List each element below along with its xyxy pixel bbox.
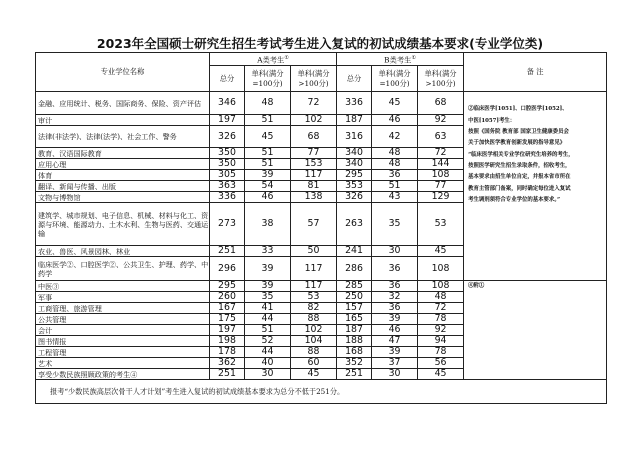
major-name-cell: 农业、兽医、风景园林、林业 bbox=[36, 246, 210, 257]
b-score-cell: 108 bbox=[418, 281, 464, 292]
b-score-cell: 32 bbox=[372, 292, 418, 303]
remarks-line: 按照医学研究生招生录取条件，招收考生， bbox=[468, 162, 571, 169]
a-score-cell: 88 bbox=[291, 314, 337, 325]
a-score-cell: 197 bbox=[210, 115, 245, 126]
b-score-cell: 165 bbox=[337, 314, 372, 325]
b-score-cell: 286 bbox=[337, 257, 372, 281]
major-name-cell: 金融、应用统计、税务、国际商务、保险、资产评估 bbox=[36, 92, 210, 115]
major-name-cell: 工程管理 bbox=[36, 347, 210, 358]
a-score-cell: 363 bbox=[210, 181, 245, 192]
b-score-cell: 295 bbox=[337, 170, 372, 181]
remarks-line: 关于加快医学教育创新发展的指导意见》 bbox=[468, 140, 566, 147]
b-score-cell: 47 bbox=[372, 336, 418, 347]
a-score-cell: 81 bbox=[291, 181, 337, 192]
a-score-cell: 167 bbox=[210, 303, 245, 314]
remarks-line: 教育主管部门备案，同时确定每位进入复试 bbox=[468, 185, 571, 192]
a-score-cell: 336 bbox=[210, 192, 245, 203]
b-score-cell: 30 bbox=[372, 369, 418, 380]
b-score-cell: 241 bbox=[337, 246, 372, 257]
b-score-cell: 56 bbox=[418, 358, 464, 369]
b-score-cell: 251 bbox=[337, 369, 372, 380]
b-score-cell: 36 bbox=[372, 281, 418, 292]
a-score-cell: 197 bbox=[210, 325, 245, 336]
major-name-cell: 体育 bbox=[36, 170, 210, 181]
major-name-cell: 会计 bbox=[36, 325, 210, 336]
b-score-cell: 78 bbox=[418, 314, 464, 325]
a-score-cell: 38 bbox=[245, 203, 291, 246]
major-name-cell: 艺术 bbox=[36, 358, 210, 369]
a-score-cell: 102 bbox=[291, 325, 337, 336]
a-score-cell: 102 bbox=[291, 115, 337, 126]
b-score-cell: 45 bbox=[418, 246, 464, 257]
b-score-cell: 37 bbox=[372, 358, 418, 369]
major-name-cell: 审计 bbox=[36, 115, 210, 126]
b-score-cell: 39 bbox=[372, 347, 418, 358]
a-score-cell: 350 bbox=[210, 148, 245, 159]
remarks-line: 按照《国务院 教育部 国家卫生健康委员会 bbox=[468, 129, 569, 136]
table-row bbox=[36, 281, 607, 292]
a-score-cell: 44 bbox=[245, 314, 291, 325]
major-name-cell: 临床医学②、口腔医学②、公共卫生、护理、药学、中药学 bbox=[36, 257, 210, 281]
b-score-cell: 63 bbox=[418, 126, 464, 148]
major-name-cell: 图书情报 bbox=[36, 336, 210, 347]
score-table bbox=[35, 52, 607, 404]
a-score-cell: 178 bbox=[210, 347, 245, 358]
a-score-cell: 295 bbox=[210, 281, 245, 292]
a-score-cell: 350 bbox=[210, 159, 245, 170]
b-score-cell: 35 bbox=[372, 203, 418, 246]
a-score-cell: 175 bbox=[210, 314, 245, 325]
a-score-cell: 53 bbox=[291, 292, 337, 303]
a-score-cell: 44 bbox=[245, 347, 291, 358]
major-name-cell: 法律(非法学)、法律(法学)、社会工作、警务 bbox=[36, 126, 210, 148]
a-score-cell: 82 bbox=[291, 303, 337, 314]
b-score-cell: 42 bbox=[372, 126, 418, 148]
a-score-cell: 296 bbox=[210, 257, 245, 281]
b-score-cell: 188 bbox=[337, 336, 372, 347]
b-score-cell: 340 bbox=[337, 148, 372, 159]
a-score-cell: 57 bbox=[291, 203, 337, 246]
a-score-cell: 39 bbox=[245, 257, 291, 281]
b-score-cell: 129 bbox=[418, 192, 464, 203]
a-score-cell: 88 bbox=[291, 347, 337, 358]
b-score-cell: 48 bbox=[372, 148, 418, 159]
b-score-cell: 36 bbox=[372, 303, 418, 314]
major-name-cell: 享受少数民族照顾政策的考生④ bbox=[36, 369, 210, 380]
b-score-cell: 168 bbox=[337, 347, 372, 358]
b-score-cell: 39 bbox=[372, 314, 418, 325]
note-row bbox=[36, 380, 607, 404]
a-score-cell: 40 bbox=[245, 358, 291, 369]
b-score-cell: 326 bbox=[337, 192, 372, 203]
a-score-cell: 51 bbox=[245, 148, 291, 159]
remarks-line: 考生调剂须符合专业学位的基本要求。” bbox=[468, 196, 561, 203]
a-score-cell: 45 bbox=[245, 126, 291, 148]
b-score-cell: 353 bbox=[337, 181, 372, 192]
header-b-subgt100: 单科(满分 >100分) bbox=[418, 66, 464, 92]
a-score-cell: 326 bbox=[210, 126, 245, 148]
b-score-cell: 48 bbox=[418, 292, 464, 303]
a-score-cell: 251 bbox=[210, 246, 245, 257]
b-score-cell: 36 bbox=[372, 170, 418, 181]
b-score-cell: 316 bbox=[337, 126, 372, 148]
b-score-cell: 48 bbox=[372, 159, 418, 170]
remarks-line: ②临床医学[1051]、口腔医学[1052]、 bbox=[468, 106, 568, 113]
b-score-cell: 250 bbox=[337, 292, 372, 303]
a-score-cell: 273 bbox=[210, 203, 245, 246]
remarks-line: 中医[1057]考生： bbox=[468, 117, 516, 124]
b-score-cell: 187 bbox=[337, 115, 372, 126]
b-score-cell: 157 bbox=[337, 303, 372, 314]
b-score-cell: 78 bbox=[418, 347, 464, 358]
a-score-cell: 52 bbox=[245, 336, 291, 347]
b-score-cell: 285 bbox=[337, 281, 372, 292]
a-score-cell: 117 bbox=[291, 170, 337, 181]
b-score-cell: 263 bbox=[337, 203, 372, 246]
b-score-cell: 92 bbox=[418, 115, 464, 126]
header-a-sub100: 单科(满分 =100分) bbox=[245, 66, 291, 92]
b-score-cell: 46 bbox=[372, 115, 418, 126]
major-name-cell: 中医③ bbox=[36, 281, 210, 292]
b-score-cell: 340 bbox=[337, 159, 372, 170]
b-score-cell: 336 bbox=[337, 92, 372, 115]
b-score-cell: 51 bbox=[372, 181, 418, 192]
a-score-cell: 39 bbox=[245, 170, 291, 181]
b-score-cell: 68 bbox=[418, 92, 464, 115]
a-score-cell: 138 bbox=[291, 192, 337, 203]
remarks-cell bbox=[464, 92, 607, 281]
a-score-cell: 346 bbox=[210, 92, 245, 115]
a-score-cell: 68 bbox=[291, 126, 337, 148]
a-score-cell: 77 bbox=[291, 148, 337, 159]
a-score-cell: 260 bbox=[210, 292, 245, 303]
b-score-cell: 72 bbox=[418, 303, 464, 314]
page-title: 2023年全国硕士研究生招生考试考生进入复试的初试成绩基本要求(专业学位类) bbox=[96, 36, 544, 51]
header-a-zone: A类考生① bbox=[210, 53, 337, 66]
b-score-cell: 187 bbox=[337, 325, 372, 336]
b-score-cell: 36 bbox=[372, 257, 418, 281]
a-score-cell: 60 bbox=[291, 358, 337, 369]
major-name-cell: 公共管理 bbox=[36, 314, 210, 325]
b-score-cell: 94 bbox=[418, 336, 464, 347]
b-score-cell: 108 bbox=[418, 170, 464, 181]
remarks-line: ④附① bbox=[468, 283, 485, 290]
b-score-cell: 72 bbox=[418, 148, 464, 159]
b-score-cell: 92 bbox=[418, 325, 464, 336]
a-score-cell: 198 bbox=[210, 336, 245, 347]
a-score-cell: 48 bbox=[245, 92, 291, 115]
remarks-cell-2 bbox=[464, 281, 607, 380]
major-name-cell: 工商管理、旅游管理 bbox=[36, 303, 210, 314]
a-score-cell: 51 bbox=[245, 115, 291, 126]
a-score-cell: 51 bbox=[245, 159, 291, 170]
a-score-cell: 33 bbox=[245, 246, 291, 257]
a-score-cell: 50 bbox=[291, 246, 337, 257]
a-score-cell: 117 bbox=[291, 281, 337, 292]
a-score-cell: 104 bbox=[291, 336, 337, 347]
a-score-cell: 251 bbox=[210, 369, 245, 380]
b-score-cell: 43 bbox=[372, 192, 418, 203]
header-a-subgt100: 单科(满分 >100分) bbox=[291, 66, 337, 92]
header-a-total: 总分 bbox=[210, 66, 245, 92]
major-name-cell: 翻译、新闻与传播、出版 bbox=[36, 181, 210, 192]
b-score-cell: 144 bbox=[418, 159, 464, 170]
a-score-cell: 305 bbox=[210, 170, 245, 181]
a-score-cell: 45 bbox=[291, 369, 337, 380]
header-b-zone: B类考生① bbox=[337, 53, 464, 66]
a-score-cell: 35 bbox=[245, 292, 291, 303]
header-b-total: 总分 bbox=[337, 66, 372, 92]
major-name-cell: 文物与博物馆 bbox=[36, 192, 210, 203]
b-score-cell: 46 bbox=[372, 325, 418, 336]
b-score-cell: 352 bbox=[337, 358, 372, 369]
a-score-cell: 41 bbox=[245, 303, 291, 314]
header-b-sub100: 单科(满分 =100分) bbox=[372, 66, 418, 92]
major-name-cell: 教育、汉语国际教育 bbox=[36, 148, 210, 159]
b-score-cell: 30 bbox=[372, 246, 418, 257]
b-score-cell: 45 bbox=[418, 369, 464, 380]
a-score-cell: 362 bbox=[210, 358, 245, 369]
major-name-cell: 建筑学、城市规划、电子信息、机械、材料与化工、资源与环境、能源动力、土木水利、生物与医药、交通运输 bbox=[36, 203, 210, 246]
header-major: 专业学位名称 bbox=[36, 53, 210, 92]
major-name-cell: 应用心理 bbox=[36, 159, 210, 170]
a-score-cell: 46 bbox=[245, 192, 291, 203]
footnote: 报考“少数民族高层次骨干人才计划”考生进入复试的初试成绩基本要求为总分不低于251分。 bbox=[36, 380, 607, 404]
remarks-line: “临床医学相关专业学位研究生培养的考生， bbox=[468, 151, 574, 158]
a-score-cell: 51 bbox=[245, 325, 291, 336]
b-score-cell: 45 bbox=[372, 92, 418, 115]
a-score-cell: 72 bbox=[291, 92, 337, 115]
a-score-cell: 30 bbox=[245, 369, 291, 380]
a-score-cell: 54 bbox=[245, 181, 291, 192]
b-score-cell: 108 bbox=[418, 257, 464, 281]
major-name-cell: 军事 bbox=[36, 292, 210, 303]
b-score-cell: 53 bbox=[418, 203, 464, 246]
a-score-cell: 117 bbox=[291, 257, 337, 281]
table-row bbox=[36, 92, 607, 115]
remarks-line: 基本要求由招生单位自定，并报本省市所在 bbox=[468, 174, 571, 181]
a-score-cell: 153 bbox=[291, 159, 337, 170]
a-score-cell: 39 bbox=[245, 281, 291, 292]
b-score-cell: 77 bbox=[418, 181, 464, 192]
header-remarks: 备 注 bbox=[464, 53, 607, 92]
